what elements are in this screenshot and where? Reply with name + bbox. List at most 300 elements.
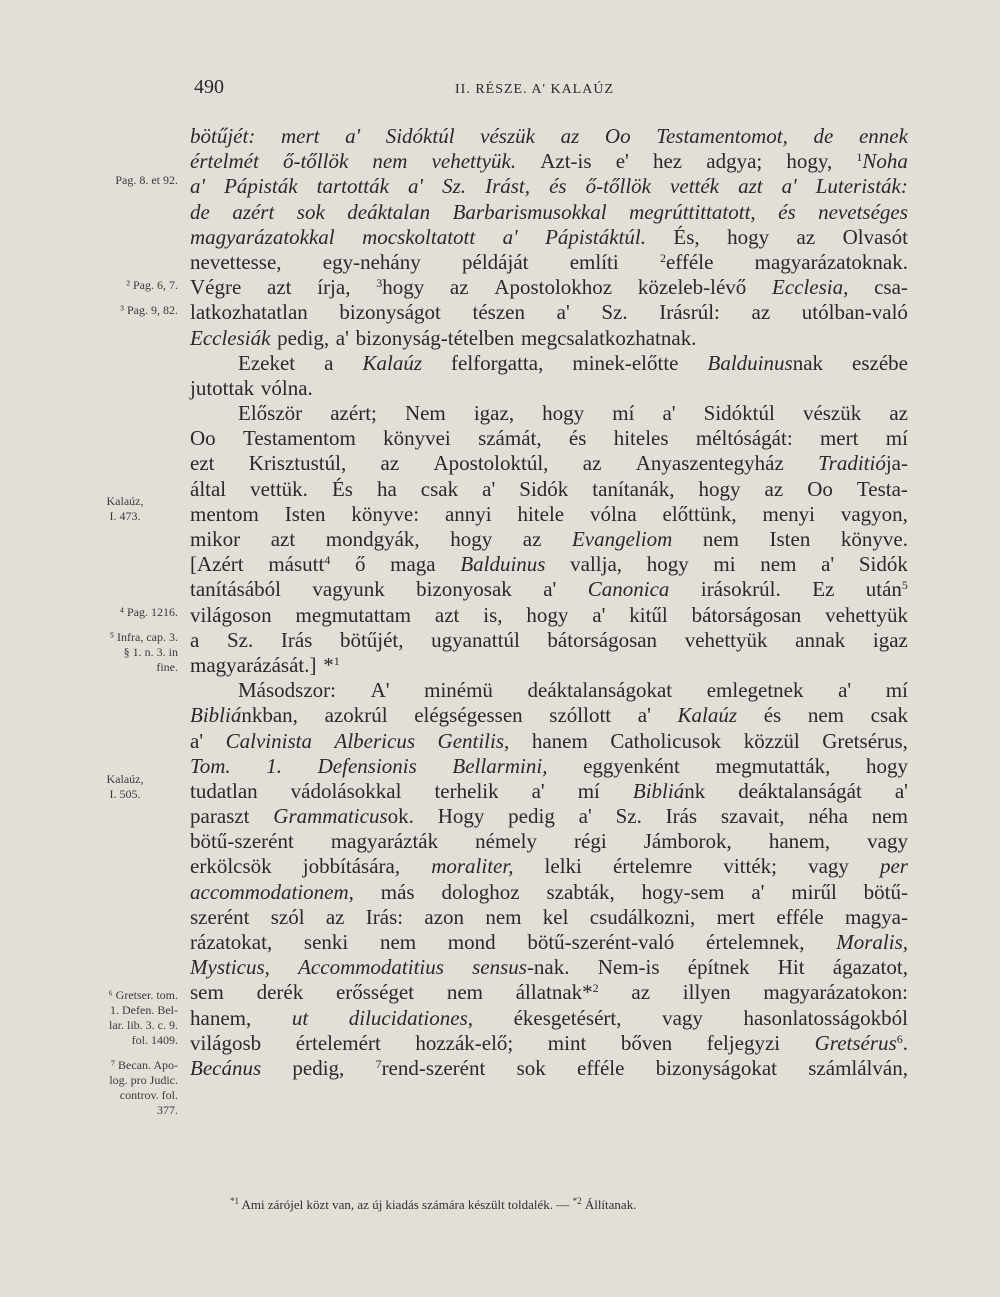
- word-group: [616, 804, 642, 829]
- word-group: [317, 174, 389, 199]
- word-group: [545, 225, 646, 250]
- word: efféle: [577, 1055, 625, 1080]
- italic-word: Traditió: [818, 451, 886, 476]
- word: a: [324, 350, 334, 375]
- word: magyarázatoknak.: [754, 249, 908, 274]
- word-group: [786, 149, 832, 174]
- italic-word: vehettyük.: [431, 149, 517, 174]
- word-group: [508, 804, 555, 829]
- text-line: [190, 754, 908, 779]
- word: értelemre: [612, 854, 693, 879]
- word-group: [383, 426, 451, 451]
- word-group: [889, 401, 908, 426]
- word: bizonyságot: [339, 300, 441, 325]
- word-group: [874, 275, 908, 300]
- word-group: [473, 300, 525, 325]
- word-group: [764, 703, 782, 728]
- italic-word: ő-tőllök: [585, 174, 651, 199]
- word-group: [590, 905, 696, 930]
- word: megmutatták,: [715, 753, 831, 778]
- word-group: [190, 729, 203, 754]
- margin-note: ³ Pag. 9, 82.: [120, 303, 178, 317]
- italic-word: Becánus: [190, 1055, 262, 1080]
- text-line: [190, 930, 908, 955]
- word: igaz,: [473, 401, 515, 426]
- word: maga: [390, 552, 436, 577]
- text-line: [190, 451, 908, 476]
- word-group: [190, 703, 298, 728]
- word: ezt: [190, 451, 215, 476]
- word: mí: [577, 778, 600, 803]
- word-group: [755, 250, 908, 275]
- word: vehettyük: [684, 627, 768, 652]
- word-group: [769, 829, 830, 854]
- word: ugyanattúl: [431, 627, 520, 652]
- word-group: [347, 200, 430, 225]
- word-group: [886, 678, 908, 703]
- word-group: [281, 628, 312, 653]
- word-group: [631, 980, 650, 1005]
- body-text: [190, 124, 908, 1081]
- text-line: [190, 174, 908, 199]
- word-group: [638, 703, 651, 728]
- italic-word: Pápisták: [224, 174, 298, 199]
- word-group: [190, 653, 317, 678]
- word: Irás: [280, 627, 313, 652]
- text-line: [190, 905, 908, 930]
- word: értelemért: [295, 1030, 381, 1055]
- footnote-ref: 3: [376, 276, 383, 291]
- word-group: [704, 401, 775, 426]
- italic-word: Sidóktúl: [385, 124, 455, 148]
- italic-word: bötűjét:: [190, 124, 256, 148]
- word: magya-: [845, 904, 908, 929]
- word-group: [297, 200, 325, 225]
- word-group: [377, 477, 397, 502]
- word: a': [894, 778, 908, 803]
- word-group: [324, 351, 333, 376]
- word: Oo: [190, 426, 216, 451]
- word: adgya;: [706, 149, 763, 174]
- word-group: [886, 426, 908, 451]
- word: azokrúl: [324, 703, 388, 728]
- word: nem: [807, 703, 844, 728]
- word-group: [818, 200, 908, 225]
- word-group: [238, 351, 295, 376]
- margin-note: ⁴ Pag. 1216.: [119, 605, 178, 619]
- text-line: [190, 804, 908, 829]
- word-group: [340, 628, 404, 653]
- word-group: [475, 829, 537, 854]
- word: magyarázatokon:: [763, 980, 908, 1005]
- word-group: [292, 1006, 308, 1031]
- word: vehettyük: [825, 602, 908, 627]
- word: -nak.: [526, 955, 570, 980]
- word: Először: [238, 401, 303, 426]
- word: azért;: [330, 401, 377, 426]
- word-group: [557, 300, 570, 325]
- word: [Azért: [190, 552, 244, 577]
- word-group: [614, 426, 669, 451]
- word-group: [751, 880, 764, 905]
- italic-word: a': [502, 224, 518, 249]
- footnote-ref: 1: [856, 150, 863, 165]
- text-line: [190, 275, 908, 300]
- word: csak: [870, 703, 908, 728]
- word-group: [778, 955, 805, 980]
- word-group: [540, 149, 591, 174]
- word: Krisztustúl,: [248, 451, 347, 476]
- text-line: [190, 779, 908, 804]
- italic-word: Kalaúz: [362, 350, 422, 375]
- word: Apostolokhoz: [494, 275, 613, 300]
- word-group: [692, 603, 802, 628]
- word-group: [190, 326, 270, 351]
- word-group: [190, 376, 254, 401]
- word: a': [578, 804, 592, 829]
- word-group: [532, 729, 588, 754]
- word: a': [482, 476, 496, 501]
- word-group: [629, 603, 668, 628]
- italic-word: megrúttittatott,: [629, 199, 756, 224]
- word-group: [190, 854, 272, 879]
- word: Nem-is: [597, 955, 660, 980]
- word-group: [523, 527, 542, 552]
- word-group: [763, 980, 908, 1005]
- italic-word: 1.: [266, 753, 283, 778]
- word-group: [323, 653, 340, 678]
- word-group: [873, 628, 908, 653]
- word-group: [441, 880, 519, 905]
- word-group: [460, 552, 545, 577]
- word-group: [612, 401, 634, 426]
- word-group: [298, 955, 444, 980]
- word-group: [696, 426, 793, 451]
- word: Végre: [190, 275, 242, 300]
- word-group: [825, 603, 908, 628]
- word: .: [902, 1030, 908, 1055]
- word: kitűl: [629, 602, 668, 627]
- word-group: [820, 426, 858, 451]
- word-group: [190, 225, 335, 250]
- word: magyarázták: [330, 829, 439, 854]
- word: vagy: [808, 854, 849, 879]
- word-group: [371, 678, 390, 703]
- word-group: [717, 905, 755, 930]
- word-group: [435, 603, 459, 628]
- word-group: [408, 174, 423, 199]
- word-group: [707, 1031, 780, 1056]
- word-group: [190, 1056, 261, 1081]
- word: az: [522, 527, 542, 551]
- word: annyi: [444, 501, 492, 526]
- word-group: [845, 905, 908, 930]
- word: tanítanák,: [592, 476, 675, 501]
- word-group: [662, 401, 675, 426]
- word-group: [226, 729, 312, 754]
- word: az: [325, 904, 345, 929]
- word-group: [548, 1031, 587, 1056]
- italic-word: Barbarismusokkal: [452, 199, 607, 224]
- italic-word: Oo: [604, 124, 631, 148]
- word: írja,: [317, 275, 351, 300]
- word: hozzák-elő;: [415, 1030, 514, 1055]
- word: felforgatta,: [451, 350, 544, 375]
- text-line: [190, 250, 908, 275]
- italic-word: Calvinista: [225, 728, 312, 753]
- word-group: [821, 552, 834, 577]
- word-group: [447, 980, 483, 1005]
- word: mí: [885, 426, 908, 451]
- italic-word: vészük: [480, 124, 535, 148]
- word-group: [190, 980, 224, 1005]
- word: nkban,: [241, 703, 298, 728]
- word: számát,: [478, 426, 542, 451]
- word: hogy: [450, 527, 493, 551]
- word: mint: [547, 1030, 587, 1055]
- word: közeleb-lévő: [637, 275, 747, 300]
- word-group: [190, 955, 270, 980]
- word: az: [751, 300, 771, 325]
- word: egy-nehány: [322, 249, 421, 274]
- word: és: [763, 703, 782, 728]
- word: vettük.: [250, 476, 308, 501]
- word-group: [797, 225, 816, 250]
- word-group: [572, 351, 678, 376]
- word-group: [703, 527, 739, 552]
- italic-word: sensus: [472, 955, 527, 980]
- word-group: [570, 552, 622, 577]
- word: az: [631, 980, 651, 1005]
- word-group: [452, 754, 547, 779]
- word-group: [616, 149, 629, 174]
- word: ágazatot,: [832, 955, 908, 980]
- italic-word: vették: [670, 174, 719, 199]
- word: hogy,: [786, 149, 833, 174]
- word: mert: [716, 904, 756, 929]
- word-group: [238, 401, 302, 426]
- running-head: II. RÉSZE. A' KALAÚZ: [455, 82, 615, 97]
- word: vagy: [867, 829, 908, 854]
- word: vagyunk: [312, 577, 385, 602]
- word: hogy: [526, 602, 569, 627]
- footnote-ref: 1: [333, 653, 340, 668]
- footnote-ref: 2: [592, 981, 599, 996]
- word-group: [872, 804, 908, 829]
- word-group: [450, 527, 492, 552]
- word-group: [706, 149, 762, 174]
- word-group: [592, 603, 605, 628]
- word-group: [271, 527, 295, 552]
- word-group: [752, 300, 771, 325]
- word: hanem,: [190, 1005, 252, 1030]
- word: az: [764, 476, 784, 501]
- footnote-ref: 7: [375, 1056, 382, 1071]
- word-group: [638, 275, 746, 300]
- text-line: [190, 1006, 908, 1031]
- footnotes: [230, 1196, 850, 1213]
- word-group: [325, 703, 388, 728]
- word-group: [772, 275, 848, 300]
- word-group: [362, 351, 422, 376]
- word-group: [586, 174, 651, 199]
- word: latkozhatatlan: [190, 300, 308, 325]
- word: vagyon,: [840, 501, 908, 526]
- italic-word: nevetséges: [818, 199, 908, 224]
- word: a': [821, 552, 835, 577]
- word-group: [613, 854, 692, 879]
- word: a': [543, 577, 557, 602]
- word-group: [243, 426, 356, 451]
- word: csudálkozni,: [589, 904, 696, 929]
- word: minémü: [424, 678, 493, 703]
- word: Gretsérus,: [822, 728, 908, 753]
- word-group: [666, 804, 697, 829]
- text-line: [190, 980, 908, 1005]
- word: bátorságosan: [547, 627, 658, 652]
- word: hogy: [382, 275, 425, 300]
- italic-word: magyarázatokkal: [190, 224, 335, 249]
- italic-word: ő-tőllök: [282, 149, 349, 174]
- italic-word: a': [408, 174, 424, 199]
- word: azt: [270, 527, 296, 551]
- word-group: [778, 200, 796, 225]
- word-group: [438, 804, 485, 829]
- word: vólna.: [260, 375, 313, 400]
- word: Sidók: [858, 552, 908, 577]
- italic-word: Luteristák:: [815, 174, 908, 199]
- word-group: [699, 477, 741, 502]
- word: a': [335, 325, 349, 350]
- word: a: [190, 627, 200, 652]
- word-group: [190, 200, 210, 225]
- word-group: [659, 300, 720, 325]
- word-group: [588, 577, 670, 602]
- word: megmutattam: [295, 602, 412, 627]
- word: ékesgetésért,: [513, 1005, 622, 1030]
- word-group: [808, 703, 844, 728]
- margin-note: Kalaúz, I. 473.: [106, 494, 144, 523]
- word: tanításából: [190, 577, 281, 602]
- word-group: [317, 275, 350, 300]
- word-group: [424, 905, 464, 930]
- margin-note: ⁵ Infra, cap. 3. § 1. n. 3. in fine.: [109, 630, 178, 674]
- text-line: [190, 351, 908, 376]
- word-group: [462, 250, 528, 275]
- word: nevettesse,: [190, 249, 282, 274]
- word-group: [277, 326, 329, 351]
- word-group: [605, 124, 631, 149]
- word-group: [351, 502, 419, 527]
- text-line: [190, 225, 908, 250]
- word-group: [335, 729, 415, 754]
- word: Anyaszentegyház: [635, 451, 784, 476]
- footnote-ref: 5: [901, 578, 908, 593]
- word-group: [291, 779, 402, 804]
- word: pedig: [508, 804, 555, 829]
- word: utólban-való: [801, 300, 908, 325]
- word: hiteles: [613, 426, 669, 451]
- word: deáktalanságát: [738, 778, 862, 803]
- word-group: [526, 603, 568, 628]
- word-group: [578, 779, 600, 804]
- word-group: [330, 401, 377, 426]
- word-group: [366, 905, 403, 930]
- word-group: [190, 905, 249, 930]
- word-group: [303, 854, 400, 879]
- word-group: [707, 678, 804, 703]
- word-group: [190, 779, 258, 804]
- text-line: [190, 200, 908, 225]
- word: nem: [760, 552, 797, 577]
- word: nem: [379, 930, 417, 954]
- italic-word: mocskoltatott: [362, 224, 476, 249]
- italic-word: Bibliá: [632, 778, 685, 803]
- word: azt: [267, 275, 292, 300]
- italic-word: és: [549, 174, 567, 199]
- word-group: [190, 804, 249, 829]
- word-group: [706, 930, 805, 955]
- word: tészen: [472, 300, 525, 325]
- italic-word: Accommodatitius: [298, 955, 444, 980]
- word: tudatlan: [190, 778, 258, 803]
- word-group: [451, 351, 543, 376]
- word: feljegyzi: [706, 1030, 781, 1055]
- word-group: [760, 552, 796, 577]
- word-group: [355, 552, 366, 577]
- word-group: [292, 1056, 344, 1081]
- word-group: [336, 326, 349, 351]
- italic-word: Gretsérus: [814, 1030, 897, 1055]
- word-group: [895, 779, 908, 804]
- word-group: [791, 880, 837, 905]
- word-group: [549, 174, 567, 199]
- word: Másodszor:: [238, 678, 336, 703]
- italic-word: Noha: [862, 149, 908, 174]
- word: hogy: [727, 224, 770, 249]
- text-line: [190, 703, 908, 728]
- word: derék: [256, 980, 304, 1005]
- word: vitték;: [723, 854, 777, 879]
- word: nem: [702, 527, 739, 551]
- word-group: [808, 854, 849, 879]
- word: Isten: [769, 527, 811, 551]
- word: Ez: [812, 577, 835, 602]
- word-group: [372, 149, 407, 174]
- italic-word: mert: [280, 124, 320, 148]
- word: Jámborok,: [643, 829, 732, 854]
- text-line: [190, 1031, 908, 1056]
- word-group: [271, 905, 305, 930]
- word-group: [190, 829, 294, 854]
- word: mentom: [190, 501, 259, 526]
- word: a': [838, 678, 852, 703]
- word-group: [517, 502, 564, 527]
- word: rázatokat,: [190, 930, 273, 954]
- text-line: [190, 124, 908, 149]
- italic-word: dilucidationes,: [348, 1005, 474, 1030]
- word: a': [556, 300, 570, 325]
- word-group: [485, 905, 521, 930]
- italic-word: ennek: [858, 124, 908, 148]
- word-group: [866, 754, 908, 779]
- word: bizonyság-tételben: [355, 325, 515, 350]
- italic-word: és: [778, 199, 796, 224]
- word: erkölcsök: [190, 854, 272, 879]
- word-group: [815, 1031, 908, 1056]
- word-group: [685, 628, 768, 653]
- italic-word: Bellarmini,: [452, 753, 548, 778]
